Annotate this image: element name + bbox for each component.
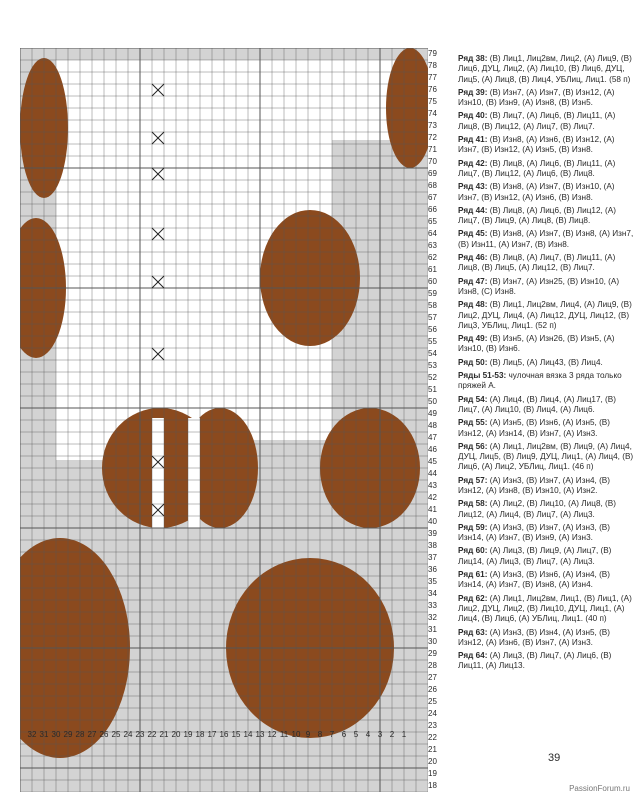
row-numbers: [428, 48, 448, 792]
row-number: 42: [428, 493, 437, 502]
instruction-text: (В) Изн7, (А) Изн7, (В) Изн12, (А) Изн10, (В) Изн9, (А) Изн8, (В) Изн5.: [458, 87, 615, 108]
column-number: 12: [267, 730, 277, 739]
row-number: 47: [428, 433, 437, 442]
row-number: 78: [428, 61, 437, 70]
row-number: 68: [428, 181, 437, 190]
instruction-label: Ряд 45:: [458, 229, 488, 239]
row-number: 65: [428, 217, 437, 226]
row-number: 77: [428, 73, 437, 82]
row-number: 53: [428, 361, 437, 370]
column-number: 1: [401, 730, 407, 739]
instruction-row: [458, 229, 634, 250]
row-number: 27: [428, 673, 437, 682]
column-number: 20: [171, 730, 181, 739]
column-number: 17: [207, 730, 217, 739]
column-number: 2: [389, 730, 395, 739]
page-number: 39: [548, 752, 561, 764]
row-number: 67: [428, 193, 437, 202]
row-number: 26: [428, 685, 437, 694]
row-number: 69: [428, 169, 437, 178]
row-number: 45: [428, 457, 437, 466]
instruction-row: [458, 88, 634, 109]
row-number: 79: [428, 49, 437, 58]
instruction-row: [458, 253, 634, 274]
instruction-row: [458, 159, 634, 180]
instruction-row: [458, 594, 634, 625]
row-number: 76: [428, 85, 437, 94]
instruction-label: Ряд 64:: [458, 651, 488, 661]
row-number: 52: [428, 373, 437, 382]
instruction-text: (В) Лиц1, Лиц2вм, Лиц4, (А) Лиц9, (В) Лиц2, ДУЦ, Лиц4, (А) Лиц12, ДУЦ, Лиц12, (В) Лиц3, УБЛиц, Лиц1. (52 п): [458, 300, 632, 330]
instruction-row: [458, 358, 634, 368]
column-number: 8: [317, 730, 323, 739]
row-number: 54: [428, 349, 437, 358]
instruction-row: [458, 499, 634, 520]
row-number: 25: [428, 697, 437, 706]
instruction-row: [458, 546, 634, 567]
instruction-text: (В) Изн8, (А) Изн7, (В) Изн8, (А) Изн7, (В) Изн11, (А) Изн7, (В) Изн8.: [458, 229, 634, 249]
instruction-text: (В) Изн8, (А) Изн6, (В) Изн12, (А) Изн7, (В) Изн12, (А) Изн5, (В) Изн8.: [458, 135, 615, 155]
instruction-row: [458, 206, 634, 227]
instruction-text: (В) Лиц8, (А) Лиц6, (В) Лиц12, (А) Лиц7, (В) Лиц9, (А) Лиц8, (В) Лиц8.: [458, 205, 616, 226]
column-number: 30: [51, 730, 61, 739]
column-number: 24: [123, 730, 133, 739]
column-number: 23: [135, 730, 145, 739]
row-number: 70: [428, 157, 437, 166]
row-number: 72: [428, 133, 437, 142]
column-number: 29: [63, 730, 73, 739]
column-number: 19: [183, 730, 193, 739]
column-number: 16: [219, 730, 229, 739]
instruction-text: (В) Изн8, (А) Изн7, (В) Изн10, (А) Изн7, (В) Изн12, (А) Изн6, (В) Изн8.: [458, 182, 615, 202]
row-number: 75: [428, 97, 437, 106]
instruction-text: (В) Лиц1, Лиц2вм, Лиц2, (А) Лиц9, (В) Лиц6, ДУЦ, Лиц2, (А) Лиц10, (В) Лиц6, ДУЦ, Лиц5, (А) Лиц8, (В) Лиц4, УБЛиц, Лиц1. (58 п): [458, 54, 632, 84]
row-number: 28: [428, 661, 437, 670]
instruction-label: Ряд 60:: [458, 546, 488, 556]
instruction-label: Ряд 57:: [458, 475, 488, 485]
instruction-label: Ряд 59:: [458, 522, 488, 532]
instruction-text: (А) Изн5, (В) Изн6, (А) Изн5, (В) Изн12, (А) Изн14, (В) Изн7, (А) Изн3.: [458, 418, 610, 438]
column-number: 10: [291, 730, 301, 739]
row-number: 39: [428, 529, 437, 538]
row-number: 57: [428, 313, 437, 322]
instruction-row: [458, 277, 634, 298]
instruction-row: [458, 570, 634, 591]
instruction-text: (А) Лиц3, (В) Лиц7, (А) Лиц6, (В) Лиц11, (А) Лиц13.: [458, 651, 612, 671]
column-number: 5: [353, 730, 359, 739]
row-number: 43: [428, 481, 437, 490]
row-number: 51: [428, 385, 437, 394]
row-instructions: [458, 54, 634, 675]
row-number: 29: [428, 649, 437, 658]
row-number: 58: [428, 301, 437, 310]
instruction-text: (В) Изн7, (А) Изн25, (В) Изн10, (А) Изн8, (С) Изн8.: [458, 276, 620, 296]
instruction-label: Ряд 46:: [458, 253, 488, 263]
instruction-label: Ряды 51-53:: [458, 371, 507, 381]
instruction-row: [458, 182, 634, 203]
instruction-label: Ряд 55:: [458, 418, 488, 428]
brown-patch-right-mid: [260, 210, 360, 346]
chart-cell-gap: [56, 48, 68, 60]
row-number: 71: [428, 145, 437, 154]
row-number: 19: [428, 769, 437, 778]
column-number: 9: [305, 730, 311, 739]
instruction-label: Ряд 42:: [458, 158, 488, 168]
instruction-text: (А) Лиц1, Лиц2вм, (В) Лиц9, (А) Лиц4, ДУЦ, Лиц5, (В) Лиц9, ДУЦ, Лиц1, (А) Лиц4, (В) Лиц6, (А) Лиц2, УБЛиц, Лиц1. (46 п): [458, 441, 634, 472]
row-number: 50: [428, 397, 437, 406]
row-number: 44: [428, 469, 437, 478]
white-gap-b: [188, 418, 200, 528]
row-number: 24: [428, 709, 437, 718]
instruction-label: Ряд 63:: [458, 627, 488, 637]
column-number: 27: [87, 730, 97, 739]
row-number: 21: [428, 745, 437, 754]
instruction-row: [458, 651, 634, 672]
instruction-row: [458, 442, 634, 473]
row-number: 40: [428, 517, 437, 526]
row-number: 49: [428, 409, 437, 418]
white-gap-a: [152, 418, 164, 528]
column-number: 13: [255, 730, 265, 739]
instruction-text: (А) Лиц2, (В) Лиц10, (А) Лиц8, (В) Лиц12, (А) Лиц4, (В) Лиц7, (А) Лиц3.: [458, 499, 616, 519]
instruction-text: чулочная вязка 3 ряда только пряжей А.: [458, 371, 622, 391]
row-number: 32: [428, 613, 437, 622]
column-number: 32: [27, 730, 37, 739]
column-number: 11: [279, 730, 289, 739]
column-number: 25: [111, 730, 121, 739]
instruction-label: Ряд 47:: [458, 276, 488, 286]
instruction-text: (А) Изн3, (В) Изн7, (А) Изн4, (В) Изн12, (А) Изн8, (В) Изн10, (А) Изн2.: [458, 475, 610, 495]
instruction-label: Ряд 49:: [458, 334, 488, 344]
row-number: 33: [428, 601, 437, 610]
instruction-label: Ряд 38:: [458, 54, 488, 63]
row-number: 73: [428, 121, 437, 130]
instruction-label: Ряд 54:: [458, 394, 488, 404]
instruction-row: [458, 476, 634, 497]
instruction-label: Ряд 62:: [458, 593, 488, 603]
row-number: 48: [428, 421, 437, 430]
instruction-text: (А) Лиц3, (В) Лиц9, (А) Лиц7, (В) Лиц14, (А) Лиц3, (В) Лиц7, (А) Лиц3.: [458, 546, 612, 566]
row-number: 56: [428, 325, 437, 334]
instruction-text: (В) Лиц5, (А) Лиц43, (В) Лиц4.: [487, 357, 603, 367]
row-number: 38: [428, 541, 437, 550]
instruction-row: [458, 371, 634, 392]
column-number: 22: [147, 730, 157, 739]
row-number: 55: [428, 337, 437, 346]
row-number: 30: [428, 637, 437, 646]
column-number: 6: [341, 730, 347, 739]
instruction-text: (А) Изн3, (В) Изн4, (А) Изн5, (В) Изн12, (А) Изн6, (В) Изн7, (А) Изн3.: [458, 627, 610, 647]
instruction-label: Ряд 43:: [458, 182, 488, 192]
row-number: 18: [428, 781, 437, 790]
instruction-text: (В) Изн5, (А) Изн26, (В) Изн5, (А) Изн10, (В) Изн6.: [458, 334, 615, 354]
instruction-label: Ряд 41:: [458, 135, 488, 145]
instruction-label: Ряд 40:: [458, 111, 488, 121]
instruction-text: (А) Изн3, (В) Изн6, (А) Изн4, (В) Изн14, (А) Изн7, (В) Изн8, (А) Изн4.: [458, 570, 610, 590]
column-number: 7: [329, 730, 335, 739]
column-number: 28: [75, 730, 85, 739]
column-number: 31: [39, 730, 49, 739]
column-number: 15: [231, 730, 241, 739]
instruction-row: [458, 111, 634, 132]
row-number: 74: [428, 109, 437, 118]
row-number: 36: [428, 565, 437, 574]
row-number: 61: [428, 265, 437, 274]
row-number: 62: [428, 253, 437, 262]
row-number: 31: [428, 625, 437, 634]
column-number: 26: [99, 730, 109, 739]
instruction-label: Ряд 58:: [458, 499, 488, 509]
row-number: 20: [428, 757, 437, 766]
row-number: 22: [428, 733, 437, 742]
column-numbers: [20, 730, 428, 742]
row-number: 64: [428, 229, 437, 238]
instruction-label: Ряд 50:: [458, 357, 488, 367]
instruction-row: [458, 135, 634, 156]
instruction-text: (А) Изн3, (В) Изн7, (А) Изн3, (В) Изн14, (А) Изн7, (В) Изн9, (А) Изн3.: [458, 522, 610, 543]
instruction-row: [458, 628, 634, 649]
instruction-label: Ряд 61:: [458, 570, 488, 580]
instruction-text: (В) Лиц8, (А) Лиц6, (В) Лиц11, (А) Лиц7, (В) Лиц12, (А) Лиц6, (В) Лиц8.: [458, 158, 616, 178]
column-number: 3: [377, 730, 383, 739]
row-number: 46: [428, 445, 437, 454]
row-number: 35: [428, 577, 437, 586]
row-number: 63: [428, 241, 437, 250]
instruction-row: [458, 418, 634, 439]
column-number: 18: [195, 730, 205, 739]
row-number: 60: [428, 277, 437, 286]
instruction-label: Ряд 44:: [458, 205, 488, 215]
instruction-text: (А) Лиц4, (В) Лиц4, (А) Лиц17, (В) Лиц7, (А) Лиц10, (В) Лиц4, (А) Лиц6.: [458, 394, 616, 414]
instruction-row: [458, 523, 634, 544]
row-number: 23: [428, 721, 437, 730]
column-number: 21: [159, 730, 169, 739]
knitting-chart: [20, 48, 428, 792]
instruction-text: (В) Лиц7, (А) Лиц6, (В) Лиц11, (А) Лиц8, (В) Лиц12, (А) Лиц7, (В) Лиц7.: [458, 111, 616, 131]
instruction-row: [458, 54, 634, 85]
row-number: 37: [428, 553, 437, 562]
row-number: 66: [428, 205, 437, 214]
site-watermark: PassionForum.ru: [569, 784, 630, 793]
column-number: 14: [243, 730, 253, 739]
row-number: 59: [428, 289, 437, 298]
instruction-row: [458, 300, 634, 331]
instruction-label: Ряд 56:: [458, 441, 488, 451]
instruction-text: (В) Лиц8, (А) Лиц7, (В) Лиц11, (А) Лиц8, (В) Лиц5, (А) Лиц12, (В) Лиц7.: [458, 253, 616, 273]
row-number: 41: [428, 505, 437, 514]
instruction-label: Ряд 48:: [458, 300, 488, 310]
row-number: 34: [428, 589, 437, 598]
column-number: 4: [365, 730, 371, 739]
instruction-text: (А) Лиц1, Лиц2вм, Лиц1, (В) Лиц1, (А) Лиц2, ДУЦ, Лиц2, (В) Лиц10, ДУЦ, Лиц1, (А) Лиц4, (В) Лиц6, (А) УБЛиц, Лиц1. (40 п): [458, 593, 632, 624]
instruction-row: [458, 334, 634, 355]
instruction-label: Ряд 39:: [458, 87, 488, 97]
instruction-row: [458, 395, 634, 416]
